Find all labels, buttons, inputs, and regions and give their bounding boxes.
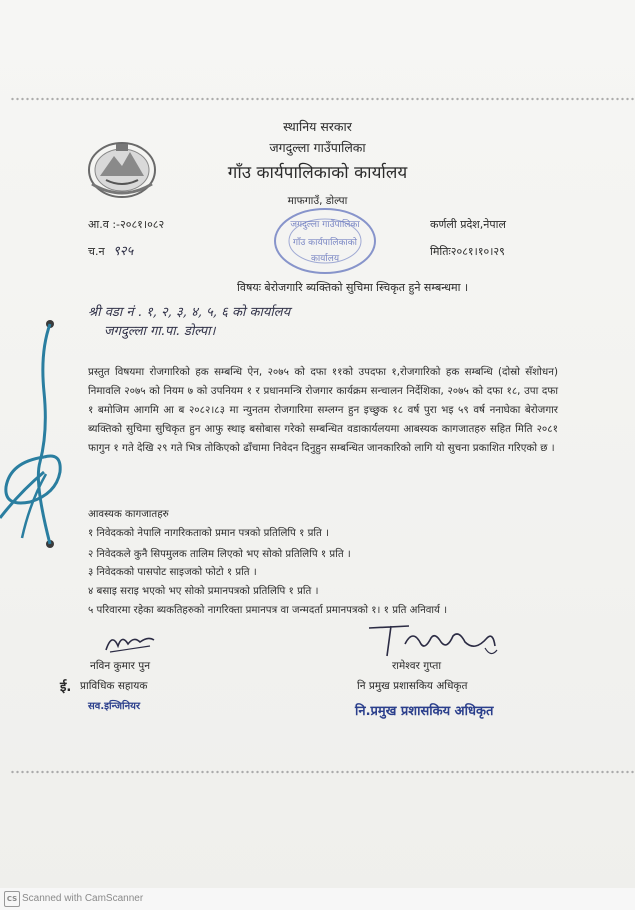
fiscal-year: आ.व :-२०८१।०८२ xyxy=(88,218,165,231)
right-signatory-name: रामेश्वर गुप्ता xyxy=(392,660,442,672)
svg-text:गाँउ कार्यपालिकाको: गाँउ कार्यपालिकाको xyxy=(292,238,358,248)
letter-date: मितिः२०८१।१०।२९ xyxy=(430,245,505,258)
province-name: कर्णली प्रदेश,नेपाल xyxy=(430,218,506,231)
left-signatory-name: नविन कुमार पुन xyxy=(90,660,151,672)
left-official-stamp: सव.इन्जिनियर xyxy=(88,701,141,712)
office-seal-stamp xyxy=(270,205,380,277)
document-item-3: ३ निवेदकको पासपोट साइजको फोटो १ प्रति । xyxy=(88,567,257,578)
left-signature xyxy=(100,626,160,656)
municipality-name: जगदुल्ला गाउँपालिका xyxy=(269,140,366,155)
scanner-footer xyxy=(0,888,635,910)
office-name: गाँउ कार्यपालिकाको कार्यालय xyxy=(227,163,408,183)
notice-body: प्रस्तुत विषयमा रोजगारिको हक सम्बन्धि ऐन, २०७५ को दफा ११को उपदफा १,रोजगारिको हक सम्बन्धि (दोस्रो सँशोधन) निमावलि २०७५ को नियम ७ को उपनियम १ र प्रधानमन्त्रि रोजगार कार्यक्रम सन्चालन निर्देशिका, २०७५ को दफा १८, उपा दफा १ बमोजिम आगमि आ ब २०८२।८३ मा न्युनतम रोजगारिमा सम्लग्न हुन इच्छुक १८ वर्ष पुरा भइ ५९ वर्ष ननाघेका बेरोजगार ब्यक्तिको सुचिमा सुचिकृत हुन आफु स्थाइ बसोबास गरेको सम्बन्धित वडाकार्यलयमा आबस्यक कागजातहरु सहित मिति २०८१ फागुन १ गते देखि २९ गते भित्र तोकिएको ढाँचामा निवेदन दिनुहुन सम्बन्धित जानकारिको लागि यो सुचना प्रकाशित गरिएको छ । xyxy=(88,366,558,454)
right-signatory-title: नि प्रमुख प्रशासकिय अधिकृत xyxy=(357,680,468,692)
document-item-1: १ निवेदकको नेपालि नागरिकताको प्रमान पत्रको प्रतिलिपि १ प्रति । xyxy=(88,528,329,539)
bottom-dotted-border xyxy=(10,770,635,774)
ref-no-value: ९२५ xyxy=(113,244,134,259)
subject-line: विषयः बेरोजगारि ब्यक्तिको सुचिमा स्चिकृत हुने सम्बन्धमा । xyxy=(237,281,469,294)
ref-no-label: च.न xyxy=(88,245,105,258)
right-official-stamp: नि.प्रमुख प्रशासकिय अधिकृत xyxy=(355,704,494,719)
top-dotted-border xyxy=(10,97,635,101)
recipient-line-1: श्री वडा नं . १, २, ३, ४, ५, ६ को कार्यालय xyxy=(88,305,291,320)
document-item-2: २ निवेदकले कुनै सिपमुलक तालिम लिएको भए सोको प्रतिलिपि १ प्रति । xyxy=(88,549,351,560)
office-address: माफगाउँ, डोल्पा xyxy=(287,195,348,207)
documents-heading: आवस्यक कागजातहरु xyxy=(88,509,169,520)
scanner-watermark: Scanned with CamScanner xyxy=(22,893,144,904)
left-stamp-prefix: ई. xyxy=(60,680,72,695)
government-title: स्थानिय सरकार xyxy=(283,119,352,134)
camscanner-icon: CS xyxy=(4,891,20,907)
recipient-line-2: जगदुल्ला गा.पा. डोल्पा। xyxy=(104,324,216,339)
document-item-4: ४ बसाइ सराइ भएको भए सोको प्रमानपत्रको प्रतिलिपि १ प्रति । xyxy=(88,586,319,597)
right-signature xyxy=(365,620,505,662)
left-signatory-title: प्राविधिक सहायक xyxy=(80,680,148,692)
svg-text:जगदुल्ला गाउँपालिका: जगदुल्ला गाउँपालिका xyxy=(290,220,360,230)
svg-text:कार्यालय: कार्यालय xyxy=(310,254,340,264)
document-item-5: ५ परिवारमा रहेका ब्यकतिहरुको नागरिक्ता प्रमानपत्र वा जन्मदर्ता प्रमानपत्रको १। १ प्रति अनिवार्य । xyxy=(88,605,448,616)
binding-thread xyxy=(0,312,80,552)
